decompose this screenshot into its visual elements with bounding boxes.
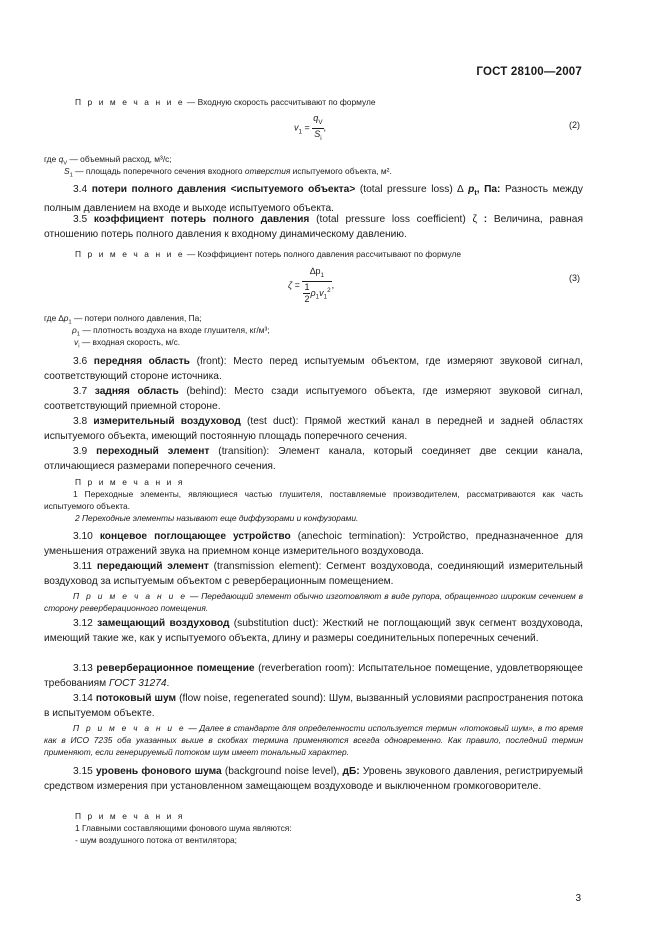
notes-3-9-item-1: 1 Переходные элементы, являющиеся частью глушителя, поставляемые производителем, рассматриваются как часть испытуемого объекта. (44, 489, 583, 511)
term-3-14: 3.14 потоковый шум (flow noise, regenerated sound): Шум, вызванный условиями распространения потока в испытуемом объекте. (44, 693, 583, 720)
note-3-11: П р и м е ч а н и е — Передающий элемент обычно изготовляют в виде рупора, обращенного широким сечением в сторону реверберационного помещения. (44, 591, 584, 613)
formula-2-number: (2) (569, 120, 580, 130)
where-s1: $S_1$ — площадь поперечного сечения входного отверстия испытуемого объекта, м². (64, 166, 392, 179)
page-number: 3 (575, 893, 581, 904)
formula-3-fraction: $\Delta p_1$ $\frac{1}{2}$ $\rho_1v_1^2$ (304, 266, 331, 304)
where-rho: $\rho_1$ — плотность воздуха на входе глушителя, кг/м³; (72, 325, 270, 338)
term-3-12: 3.12 замещающий воздуховод (substitution duct): Жесткий не поглощающий звук сегмент воздуховода, имеющий такие же, как у испытуемого объекта, длину и размеры соединительных поперечных сечений. (44, 618, 583, 645)
where-qv: где $q_V$ — объемный расход, м³/с; (44, 154, 172, 167)
formula-3-number: (3) (569, 273, 580, 283)
standard-header: ГОСТ 28100—2007 (476, 66, 582, 78)
where-v: $v_i$ — входная скорость, м/с. (74, 337, 181, 350)
term-3-8: 3.8 измерительный воздуховод (test duct): Прямой жесткий канал в передней и задней областях испытуемого объекта, имеющий постоянную площадь поперечного сечения. (44, 416, 583, 443)
where-dp: где $\Delta p_1$ — потери полного давления, Па; (44, 313, 202, 326)
term-3-15: 3.15 уровень фонового шума (background noise level), дБ: Уровень звукового давления, регистрируемый средством измерения при установленном замещающем воздуховоде и выключенном громкоговорителе. (44, 766, 583, 793)
notes-3-9-item-2: 2 Переходные элементы называют еще диффузорами и конфузорами. (75, 513, 359, 523)
notes-3-9-label: П р и м е ч а н и я (75, 477, 185, 487)
formula-2: $v_1$ = $\frac{q_V}{S_i}$ , (294, 113, 327, 142)
notes-3-15-item-2: - шум воздушного потока от вентилятора; (75, 835, 238, 845)
notes-3-15-label: П р и м е ч а н и я (75, 811, 185, 821)
formula-2-fraction: $\frac{q_V}{S_i}$ (313, 113, 323, 142)
term-3-4: 3.4 потери полного давления <испытуемого объекта> (total pressure loss) ∆ $p_t$, Па: Разность между полным давлением на входе и выходе испытуемого объекта. (44, 184, 583, 215)
formula-3: ζ = $\Delta p_1$ $\frac{1}{2}$ $\rho_1v_1^2$ , (288, 266, 335, 304)
note-zeta: П р и м е ч а н и е — Коэффициент потерь полного давления рассчитывают по формуле (75, 249, 462, 259)
term-3-5: 3.5 коэффициент потерь полного давления (total pressure loss coefficient) ζ : Величина, равная отношению потерь полного давления к входному динамическому давлению. (44, 214, 583, 241)
term-3-10: 3.10 концевое поглощающее устройство (anechoic termination): Устройство, предназначенное для уменьшения отражений звука на приемном конце измерительного воздуховода. (44, 531, 583, 558)
term-3-9: 3.9 переходный элемент (transition): Элемент канала, который соединяет две секции канала, отличающиеся размерами поперечного сечения. (44, 446, 583, 473)
term-3-7: 3.7 задняя область (behind): Место сзади испытуемого объекта, где измеряют звуковой сигнал, соответствующий приемной стороне. (44, 386, 583, 413)
note-3-14: П р и м е ч а н и е — Далее в стандарте для определенности используется термин «потоковый шум», в то время как в ИСО 7235 оба указанных выше в скобках термина применяются всегда одновременно. Как правило, последний термин применяют, если генерируемый потоком шум имеет тональный характер. (44, 723, 583, 757)
note-velocity: П р и м е ч а н и е — Входную скорость рассчитывают по формуле (75, 97, 376, 107)
term-3-6: 3.6 передняя область (front): Место перед испытуемым объектом, где измеряют звуковой сигнал, соответствующий стороне источника. (44, 356, 583, 383)
term-3-13: 3.13 реверберационное помещение (reverberation room): Испытательное помещение, удовлетворяющее требованиям ГОСТ 31274. (44, 663, 583, 690)
term-3-11: 3.11 передающий элемент (transmission element): Сегмент воздуховода, соединяющий измерительный воздуховод за испытуемым объектом с реверберационным помещением. (44, 561, 583, 588)
notes-3-15-item-1: 1 Главными составляющими фонового шума являются: (75, 823, 292, 833)
